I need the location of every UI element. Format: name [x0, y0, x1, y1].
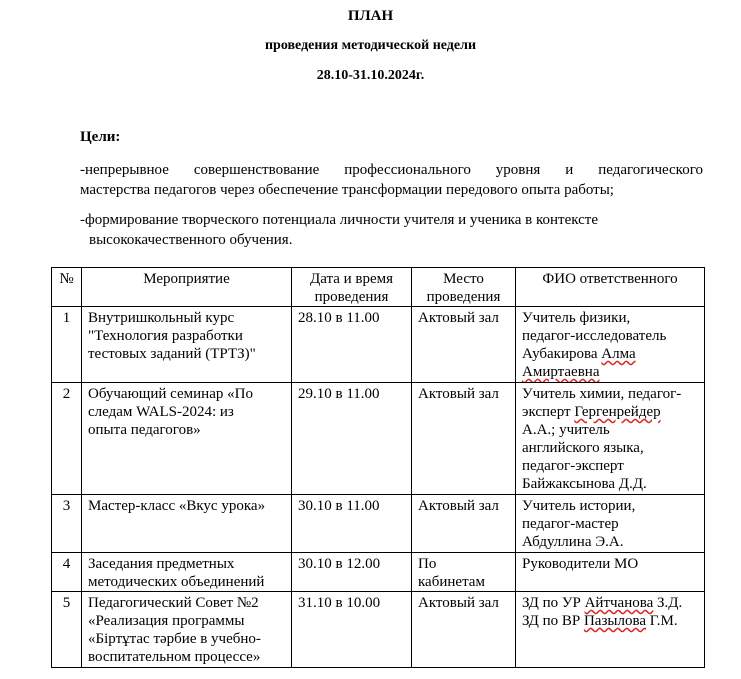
responsible-title: эксперт	[522, 404, 571, 420]
responsible-line	[522, 612, 698, 630]
responsible-line: английского языка,	[522, 440, 644, 456]
table-row	[52, 307, 705, 383]
row-place	[412, 553, 516, 592]
row-event-line: следам WALS-2024: из	[88, 404, 234, 420]
table-row	[52, 592, 705, 668]
responsible-initials: З.Д.	[657, 595, 683, 611]
header-place-line-1: Место	[443, 271, 484, 287]
row-event	[82, 553, 292, 592]
row-datetime: 29.10 в 11.00	[292, 383, 412, 495]
row-event	[82, 592, 292, 668]
goal-item-1-line-2: мастерства педагогов через обеспечение трансформации передового опыта работы;	[80, 182, 614, 198]
row-num: 1	[52, 307, 82, 383]
header-num: №	[52, 268, 82, 307]
responsible-line: Байжаксынова Д.Д.	[522, 476, 647, 492]
responsible-first-name: Алма	[601, 346, 636, 362]
goal-item-1	[80, 160, 703, 200]
row-datetime: 30.10 в 11.00	[292, 495, 412, 553]
header-datetime-line-2: проведения	[314, 289, 389, 305]
row-event-line: Мастер-класс «Вкус урока»	[88, 498, 266, 514]
responsible-line: Учитель физики,	[522, 310, 631, 326]
row-event-line: воспитательном процессе»	[88, 649, 261, 665]
row-num: 2	[52, 383, 82, 495]
header-datetime-line-1: Дата и время	[309, 271, 394, 287]
row-responsible	[516, 307, 705, 383]
responsible-surname: Пазылова	[583, 613, 646, 629]
row-event	[82, 307, 292, 383]
row-event-line: «Реализация программы	[88, 613, 245, 629]
responsible-line: педагог-мастер	[522, 516, 619, 532]
responsible-line: Учитель химии, педагог-	[522, 386, 682, 402]
responsible-line: А.А.; учитель	[522, 422, 610, 438]
header-datetime	[292, 268, 412, 307]
goal-item-1-line-1: -непрерывное совершенствование профессионального уровня и педагогического	[80, 162, 703, 178]
row-responsible	[516, 383, 705, 495]
responsible-line: педагог-исследователь	[522, 328, 667, 344]
responsible-line: Абдуллина Э.А.	[522, 534, 624, 550]
row-event	[82, 495, 292, 553]
row-event-line: тестовых заданий (ТРТЗ)"	[88, 346, 256, 362]
responsible-line: Учитель истории,	[522, 498, 636, 514]
header-place	[412, 268, 516, 307]
row-num: 5	[52, 592, 82, 668]
responsible-surname: Айтчанова	[584, 595, 654, 611]
row-event-line: Внутришкольный курс	[88, 310, 235, 326]
header-place-line-2: проведения	[426, 289, 501, 305]
goal-item-2-line-1: -формирование творческого потенциала личности учителя и ученика в контексте	[80, 212, 599, 228]
responsible-line	[522, 594, 698, 612]
responsible-initials: Г.М.	[649, 613, 678, 629]
responsible-line	[522, 403, 698, 421]
row-place: Актовый зал	[412, 592, 516, 668]
row-responsible	[516, 592, 705, 668]
row-event-line: Обучающий семинар «По	[88, 386, 253, 402]
responsible-line: Руководители МО	[522, 556, 639, 572]
row-num: 4	[52, 553, 82, 592]
row-event-line: методических объединений	[88, 574, 265, 590]
document-title: ПЛАН	[347, 8, 394, 24]
document-subtitle: проведения методической недели	[264, 38, 477, 53]
row-event-line: Педагогический Совет №2	[88, 595, 259, 611]
row-event-line: "Технология разработки	[88, 328, 243, 344]
row-place-line: По	[418, 556, 437, 572]
responsible-line	[522, 345, 698, 363]
responsible-line: педагог-эксперт	[522, 458, 624, 474]
table-header-row	[52, 268, 705, 307]
row-place-line: кабинетам	[418, 574, 485, 590]
responsible-line: Амиртаевна	[522, 364, 600, 380]
row-event-line: «Біртұтас тәрбие в учебно-	[88, 631, 261, 647]
header-responsible: ФИО ответственного	[516, 268, 705, 307]
table-row	[52, 495, 705, 553]
goals-heading: Цели:	[80, 129, 121, 145]
responsible-surname: Гергенрейдер	[574, 404, 661, 420]
row-datetime: 31.10 в 10.00	[292, 592, 412, 668]
row-responsible	[516, 553, 705, 592]
responsible-surname: Аубакирова	[522, 346, 598, 362]
row-place: Актовый зал	[412, 495, 516, 553]
row-num: 3	[52, 495, 82, 553]
row-responsible	[516, 495, 705, 553]
goal-item-2-line-2: высококачественного обучения.	[89, 232, 293, 248]
row-datetime: 28.10 в 11.00	[292, 307, 412, 383]
responsible-title: ЗД по УР	[522, 595, 581, 611]
row-place: Актовый зал	[412, 383, 516, 495]
row-place: Актовый зал	[412, 307, 516, 383]
table-row	[52, 553, 705, 592]
header-event: Мероприятие	[82, 268, 292, 307]
responsible-title: ЗД по ВР	[522, 613, 581, 629]
row-datetime: 30.10 в 12.00	[292, 553, 412, 592]
document-dates: 28.10-31.10.2024г.	[316, 68, 425, 83]
events-table	[51, 267, 705, 668]
row-event	[82, 383, 292, 495]
row-event-line: Заседания предметных	[88, 556, 235, 572]
row-event-line: опыта педагогов»	[88, 422, 201, 438]
goal-item-2	[80, 210, 703, 250]
table-row	[52, 383, 705, 495]
